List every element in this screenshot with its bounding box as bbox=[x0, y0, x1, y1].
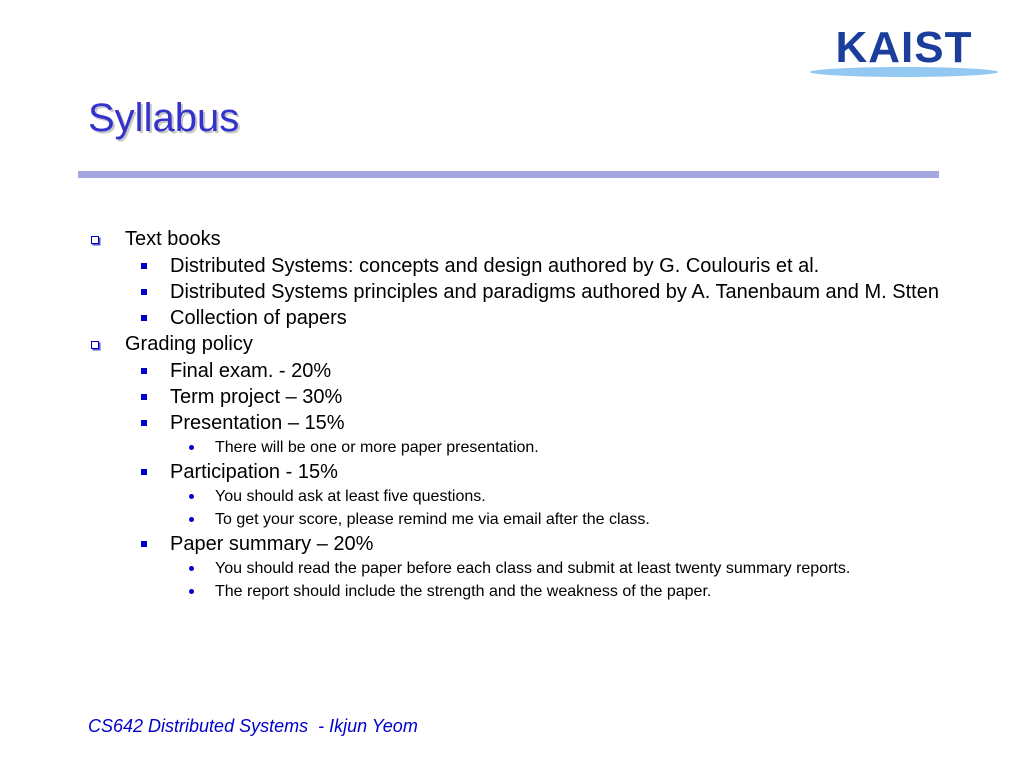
list-subitem: You should read the paper before each class and submit at least twenty summary reports. bbox=[88, 560, 948, 578]
slide-title: Syllabus bbox=[88, 96, 240, 140]
dot-bullet-icon bbox=[189, 517, 194, 522]
square-bullet-icon bbox=[141, 263, 147, 269]
square-bullet-icon bbox=[141, 394, 147, 400]
list-item: Final exam. - 20% bbox=[88, 360, 948, 382]
square-bullet-icon bbox=[141, 420, 147, 426]
logo-text: KAIST bbox=[835, 23, 973, 72]
square-outline-bullet-icon bbox=[91, 236, 99, 244]
list-item: Collection of papers bbox=[88, 307, 948, 329]
list-item-textbooks: Text books bbox=[88, 228, 948, 251]
list-item: Paper summary – 20% bbox=[88, 533, 948, 555]
dot-bullet-icon bbox=[189, 589, 194, 594]
list-item: Distributed Systems principles and paradigms authored by A. Tanenbaum and M. Stten bbox=[88, 281, 948, 303]
square-bullet-icon bbox=[141, 315, 147, 321]
list-subitem: The report should include the strength and the weakness of the paper. bbox=[88, 583, 948, 601]
kaist-logo bbox=[808, 18, 1000, 82]
list-item: Presentation – 15% bbox=[88, 412, 948, 434]
slide-content bbox=[88, 224, 948, 601]
square-bullet-icon bbox=[141, 541, 147, 547]
dot-bullet-icon bbox=[189, 445, 194, 450]
list-item: Distributed Systems: concepts and design authored by G. Coulouris et al. bbox=[88, 255, 948, 277]
slide-footer: CS642 Distributed Systems - Ikjun Yeom bbox=[88, 716, 418, 736]
list-subitem: To get your score, please remind me via email after the class. bbox=[88, 511, 948, 529]
list-item-grading: Grading policy bbox=[88, 333, 948, 356]
square-bullet-icon bbox=[141, 289, 147, 295]
list-subitem: You should ask at least five questions. bbox=[88, 488, 948, 506]
list-item: Participation - 15% bbox=[88, 461, 948, 483]
square-bullet-icon bbox=[141, 469, 147, 475]
square-bullet-icon bbox=[141, 368, 147, 374]
dot-bullet-icon bbox=[189, 494, 194, 499]
list-subitem: There will be one or more paper presentation. bbox=[88, 439, 948, 457]
title-divider bbox=[78, 171, 939, 178]
list-item: Term project – 30% bbox=[88, 386, 948, 408]
square-outline-bullet-icon bbox=[91, 341, 99, 349]
dot-bullet-icon bbox=[189, 566, 194, 571]
